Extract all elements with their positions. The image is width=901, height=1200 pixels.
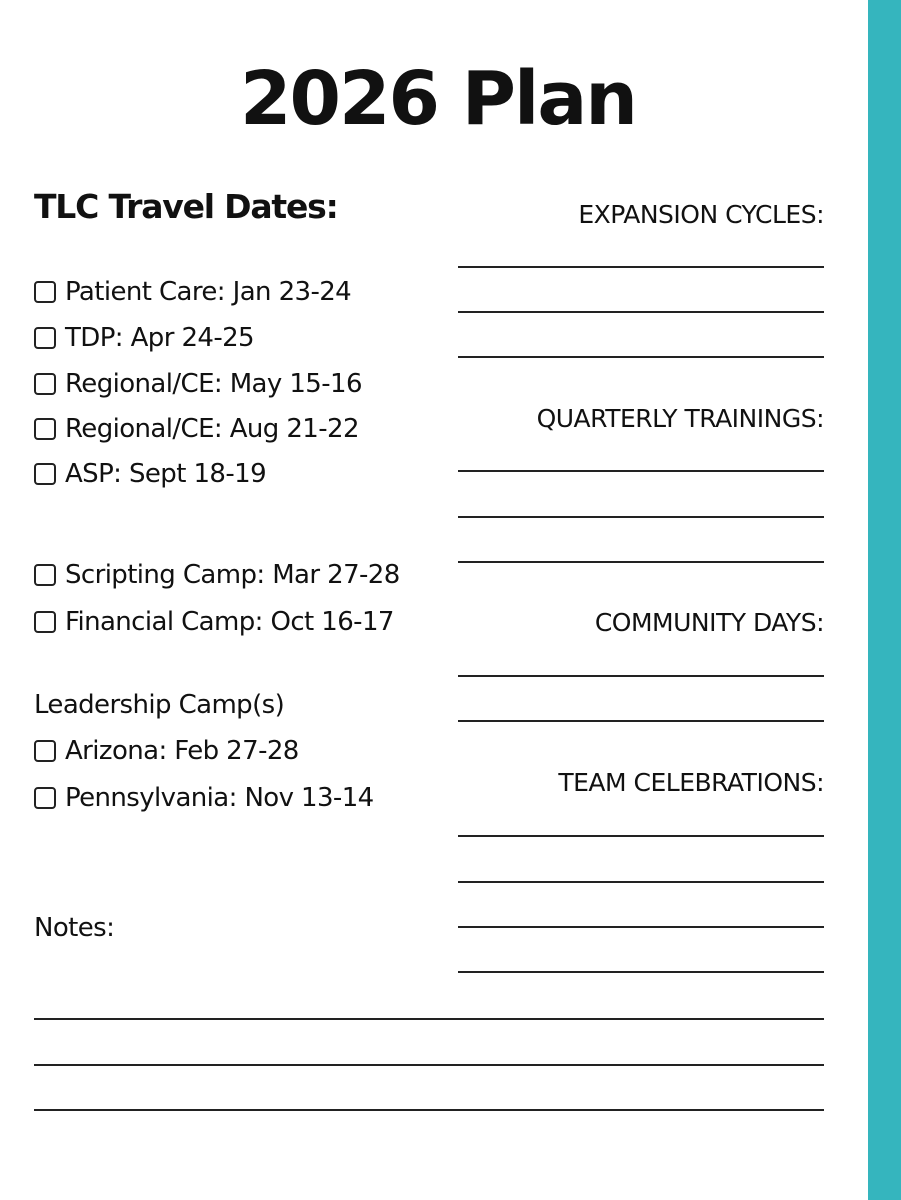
checkbox[interactable] — [34, 740, 56, 762]
checklist-item-label: ASP: Sept 18-19 — [65, 459, 267, 489]
checklist-item-label: TDP: Apr 24-25 — [65, 323, 254, 353]
checklist-item-label: Pennsylvania: Nov 13-14 — [65, 783, 374, 813]
writing-line[interactable] — [458, 516, 824, 518]
checkbox[interactable] — [34, 611, 56, 633]
writing-line[interactable] — [458, 266, 824, 268]
notes-line[interactable] — [34, 1018, 824, 1020]
checklist-item[interactable] — [34, 322, 254, 354]
checklist-item[interactable] — [34, 606, 394, 638]
checkbox[interactable] — [34, 373, 56, 395]
writing-line[interactable] — [458, 835, 824, 837]
writing-line[interactable] — [458, 675, 824, 677]
expansion-cycles-heading: EXPANSION CYCLES: — [578, 200, 824, 229]
checklist-item-label: Patient Care: Jan 23-24 — [65, 277, 352, 307]
checklist-item[interactable] — [34, 458, 266, 490]
checkbox[interactable] — [34, 327, 56, 349]
notes-line[interactable] — [34, 1064, 824, 1066]
leadership-camps-label: Leadership Camp(s) — [34, 690, 285, 720]
writing-line[interactable] — [458, 470, 824, 472]
writing-line[interactable] — [458, 311, 824, 313]
community-days-heading: COMMUNITY DAYS: — [594, 608, 824, 637]
checkbox[interactable] — [34, 281, 56, 303]
checklist-item[interactable] — [34, 735, 299, 767]
notes-line[interactable] — [34, 1109, 824, 1111]
accent-side-band — [868, 0, 901, 1200]
writing-line[interactable] — [458, 881, 824, 883]
page-title: 2026 Plan — [240, 56, 636, 142]
checklist-item[interactable] — [34, 276, 351, 308]
checklist-item-label: Regional/CE: May 15-16 — [65, 369, 362, 399]
checklist-item-label: Arizona: Feb 27-28 — [65, 736, 299, 766]
travel-dates-heading: TLC Travel Dates: — [34, 187, 338, 226]
checklist-item[interactable] — [34, 559, 400, 591]
checklist-item[interactable] — [34, 368, 362, 400]
checklist-item[interactable] — [34, 782, 374, 814]
notes-label: Notes: — [34, 913, 115, 943]
team-celebrations-heading: TEAM CELEBRATIONS: — [558, 768, 824, 797]
writing-line[interactable] — [458, 561, 824, 563]
checklist-item-label: Scripting Camp: Mar 27-28 — [65, 560, 400, 590]
writing-line[interactable] — [458, 720, 824, 722]
checklist-item-label: Financial Camp: Oct 16-17 — [65, 607, 394, 637]
checkbox[interactable] — [34, 787, 56, 809]
checkbox[interactable] — [34, 418, 56, 440]
writing-line[interactable] — [458, 971, 824, 973]
quarterly-trainings-heading: QUARTERLY TRAININGS: — [536, 404, 824, 433]
checklist-item[interactable] — [34, 413, 359, 445]
writing-line[interactable] — [458, 926, 824, 928]
checkbox[interactable] — [34, 564, 56, 586]
checklist-item-label: Regional/CE: Aug 21-22 — [65, 414, 359, 444]
checkbox[interactable] — [34, 463, 56, 485]
writing-line[interactable] — [458, 356, 824, 358]
